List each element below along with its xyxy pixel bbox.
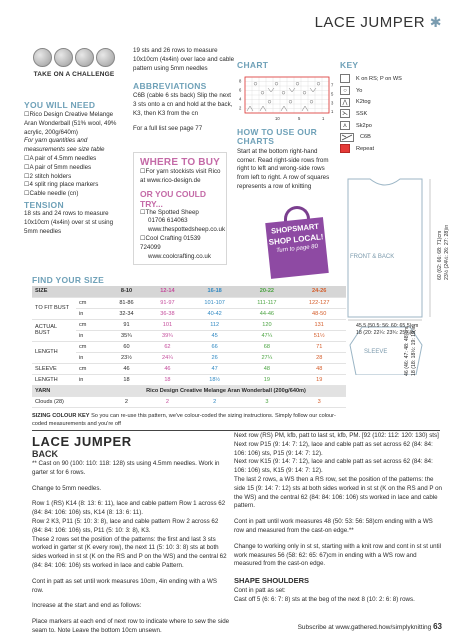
value-cell: 2 — [106, 396, 147, 407]
size-cell: 12-14 — [147, 286, 188, 297]
table-row — [32, 297, 346, 308]
pattern-paragraph: Row 2 K3, P11 (5: 10: 3: 8), lace and cable pattern Row 2 across 62 (84: 84: 106: 106) sts, P11 (5: 10: 3: 8), K3. — [32, 517, 219, 534]
colour-label: Clouds (28) — [32, 396, 106, 407]
ssk-icon: ⋋ — [342, 111, 348, 118]
value-cell: 18 — [106, 374, 147, 385]
table-row — [32, 308, 346, 319]
value-cell: 91 — [106, 319, 147, 330]
chart-grid — [238, 75, 336, 125]
how-to-use-charts — [237, 128, 337, 192]
pattern-paragraph: Cont in patt as set: — [234, 586, 286, 594]
value-cell: 24¼ — [147, 352, 188, 363]
pattern-paragraph: Next row (RS) PM, kfb, patt to last st, kfb, PM. [92 (102: 112: 120: 130) sts] — [234, 432, 439, 439]
shop-name: ☐Cool Crafting 01539 724099 — [140, 234, 201, 251]
material-item: ☐Rico Design Creative Melange Aran Wonderball (51% wool, 49% acrylic, 200g/640m) — [24, 111, 117, 136]
table-row — [32, 374, 346, 385]
value-cell: 47¼ — [241, 330, 292, 341]
value-cell: 112 — [188, 319, 241, 330]
shop-website: www.thespottedsheep.co.uk — [148, 226, 226, 234]
value-cell: 46 — [147, 363, 188, 374]
materials-heading: YOU WILL NEED — [24, 100, 96, 110]
yarn-over-icon: ○ — [340, 86, 350, 95]
key-heading: KEY — [340, 60, 359, 70]
value-cell: 81-86 — [106, 297, 147, 308]
size-cell: 20-22 — [241, 286, 292, 297]
key-label: Repeat — [356, 145, 375, 152]
value-cell: 2 — [147, 396, 188, 407]
asterisk-icon: ✱ — [429, 14, 442, 30]
key-label: K on RS; P on WS — [356, 75, 402, 82]
pattern-title: LACE JUMPER — [32, 434, 132, 449]
material-item: ☐4 split ring place markers — [24, 181, 99, 189]
page-footer — [298, 622, 442, 631]
value-cell: 18½ — [188, 374, 241, 385]
pattern-paragraph: Change to 5mm needles. — [32, 484, 102, 492]
key-label: Sk2po — [356, 122, 372, 129]
abbreviations-column — [133, 47, 235, 134]
sleeve-length-in: 18 (18: 18½: 19: 19)in — [411, 325, 418, 376]
where-to-buy-box — [133, 152, 227, 265]
key-item — [340, 143, 440, 155]
width-in: 18 (20: 22¼: 23¾: 25¾)in — [356, 330, 416, 337]
sleeve-length-cm: 46 (46: 47: 48: 48)cm — [404, 326, 410, 376]
pattern-paragraph: Row 1 (RS) K14 (8: 13: 6: 11), lace and cable pattern Row 1 across 62 (84: 84: 106: 106) sts, K14 (8: 13: 6: 11). — [32, 500, 226, 517]
size-cell: 16-18 — [188, 286, 241, 297]
colour-row — [32, 396, 346, 407]
value-cell: 40-42 — [188, 308, 241, 319]
value-cell: 44-46 — [241, 308, 292, 319]
unit-cell: in — [76, 330, 106, 341]
chart-row-label: 1 — [331, 109, 334, 114]
difficulty-badge — [24, 48, 124, 78]
key-item — [340, 96, 440, 108]
value-cell: 120 — [241, 319, 292, 330]
table-row — [32, 330, 346, 341]
repeat-icon — [340, 144, 350, 153]
sleeve-label: SLEEVE — [364, 349, 388, 355]
row-label: TO FIT BUST — [32, 297, 76, 319]
value-cell: 101-107 — [188, 297, 241, 308]
or-try-heading: OR YOU COULD TRY... — [140, 188, 206, 209]
title-text: LACE JUMPER — [314, 14, 426, 31]
value-cell: 122-127 — [292, 297, 346, 308]
chart-row-label: 3 — [331, 100, 334, 106]
table-row — [32, 352, 346, 363]
value-cell: 36-38 — [147, 308, 188, 319]
value-cell: 32-34 — [106, 308, 147, 319]
key-item — [340, 131, 440, 143]
shop-phone: 01706 614063 — [148, 217, 188, 225]
key-item — [340, 108, 440, 120]
chart-row-label: 7 — [331, 82, 334, 88]
tension-heading: TENSION — [24, 200, 64, 210]
unit-cell: in — [76, 374, 106, 385]
value-cell: 48 — [292, 363, 346, 374]
material-item: ☐A pair of 4.5mm needles — [24, 154, 97, 162]
full-list-note: For a full list see page 77 — [133, 124, 203, 132]
yarn-ball-icon — [96, 48, 115, 67]
pattern-left-column — [32, 460, 230, 640]
value-cell: 19 — [241, 374, 292, 385]
row-label: LENGTH — [32, 341, 76, 363]
value-cell: 26 — [188, 352, 241, 363]
value-cell: 39¾ — [147, 330, 188, 341]
value-cell: 23½ — [106, 352, 147, 363]
stitch-chart — [238, 75, 336, 125]
pattern-paragraph: These 2 rows set the position of the patterns: the first and last 3 sts worked in garter st (K every row), the next 11 (5: 10: 3: 8) sts at both sides worked in st st (K on the RS and P on the WS) and the central 62 (84: 84: 106: 106) sts worked in lace and cable Pattern. — [32, 535, 227, 569]
where-to-buy-heading: WHERE TO BUY — [140, 157, 220, 168]
value-cell: 68 — [241, 341, 292, 352]
sizing-colour-key — [32, 413, 344, 429]
pattern-paragraph: The last 2 rows, a WS then a RS row, set the position of the patterns: the side 15 (9: 14: 7: 12) sts at both sides worked in st st (K on the RS and P on the WS) and the central 62 (84: 84: 106: 106) sts worked in lace and cable pattern. — [234, 475, 442, 510]
material-note: For yarn quantities and measurements see size table — [24, 137, 105, 154]
yarn-ball-icon — [54, 48, 73, 67]
chart-col-label: 10 — [275, 116, 280, 121]
value-cell: 66 — [188, 341, 241, 352]
yarn-row — [32, 385, 346, 396]
value-cell: 46 — [106, 363, 147, 374]
table-row — [32, 319, 346, 330]
value-cell: 62 — [147, 341, 188, 352]
value-cell: 18 — [147, 374, 188, 385]
chart-row-label: 8 — [239, 78, 242, 84]
pattern-paragraph: Next row K15 (9: 14: 7: 12), lace and cable patt as set across 62 (84: 84: 106: 106) sts, K15 (9: 14: 7: 12). — [234, 458, 433, 475]
unit-cell: cm — [76, 341, 106, 352]
colour-key-text: So you can re-use this pattern, we've colour-coded the sizing instructions. Simply follow our colour-coded measurements and you're off — [32, 413, 336, 427]
subscribe-link[interactable]: Subscribe at www.gathered.how/simplyknitting — [297, 624, 432, 631]
page-title — [315, 14, 442, 31]
chart-row-label: 4 — [239, 96, 242, 102]
unit-cell: cm — [76, 297, 106, 308]
value-cell: 27¼ — [241, 352, 292, 363]
row-label: ACTUAL BUST — [32, 319, 76, 341]
chart-heading: CHART — [237, 60, 269, 70]
cable-icon — [340, 133, 354, 142]
value-cell: 45 — [188, 330, 241, 341]
unit-cell: in — [76, 308, 106, 319]
pattern-paragraph: Next row P15 (9: 14: 7: 12), lace and cable patt as set across 62 (84: 84: 106: 106) sts, P15 (9: 14: 7: 12). — [234, 440, 433, 457]
material-item: ☐2 stitch holders — [24, 172, 72, 180]
stockist-text: ☐For yarn stockists visit Rico at www.rico-design.de — [140, 168, 221, 184]
shop-local-text: SHOP LOCAL! — [268, 232, 324, 247]
unit-cell: in — [76, 352, 106, 363]
chart-row-label: 6 — [239, 87, 242, 93]
key-label: SSK — [356, 110, 368, 117]
value-cell: 48 — [241, 363, 292, 374]
shopping-bag-icon — [265, 217, 329, 279]
sleeve-length-measurement — [404, 325, 418, 376]
tension-text: 18 sts and 24 rows to measure 10x10cm (4x4in) over st st using 5mm needles — [24, 210, 114, 235]
value-cell: 60 — [106, 341, 147, 352]
pattern-paragraph: Change to working only in st st, starting with a knit row and cont in st st until work measures 56 (58: 62: 65: 67)cm in ending with a WS row and measured from the cast-on edge. — [234, 542, 442, 568]
shop-local-badge — [262, 206, 332, 278]
length-cm: 60 (62: 66: 68: 71)cm — [437, 230, 443, 280]
abbreviations-heading: ABBREVIATIONS — [133, 81, 207, 92]
value-cell: 47 — [188, 363, 241, 374]
garment-schematic — [330, 175, 452, 375]
width-measurement — [356, 323, 442, 337]
table-row — [32, 363, 346, 374]
width-cm: 45.5 (50.5: 56: 60: 65.5)cm — [356, 323, 419, 329]
pattern-paragraph: Place markers at each end of next row to indicate where to sew the side seam to. Note Leave the bottom 10cm unsewn. — [32, 618, 230, 634]
row-label: SLEEVE — [32, 363, 76, 374]
shop-smart-text: SHOPSMART — [270, 221, 320, 236]
materials-section — [24, 100, 126, 199]
yarn-value: Rico Design Creative Melange Aran Wonderball (200g/640m) — [106, 385, 346, 396]
size-cell: 24-26 — [292, 286, 346, 297]
shape-shoulders-heading: SHAPE SHOULDERS — [234, 576, 310, 586]
key-item — [340, 73, 440, 85]
pattern-paragraph: Increase at the start and end as follows: — [32, 602, 142, 610]
pattern-paragraph: ** Cast on 90 (100: 110: 118: 128) sts using 4.5mm needles. Work in garter st for 6 rows. — [32, 460, 220, 476]
value-cell: 28 — [292, 352, 346, 363]
abbreviation-text: C6B (cable 6 sts back) Slip the next 3 sts onto a cn and hold at the back, K3, then K3 from the cn — [133, 92, 233, 117]
chart-col-label: 5 — [298, 116, 301, 121]
section-divider — [32, 430, 440, 431]
size-table — [32, 286, 346, 408]
value-cell: 3 — [241, 396, 292, 407]
howto-text: Start at the bottom right-hand corner. Read right-side rows from right to left and wrong-side rows from left to right. A row of squares represents a row of knitting — [237, 147, 330, 191]
length-measurement — [437, 225, 451, 280]
chart-row-label: 5 — [331, 91, 334, 97]
yarn-ball-icons — [24, 48, 124, 67]
size-header-row — [32, 286, 346, 297]
key-legend — [340, 73, 440, 155]
pattern-paragraph: Cont in patt until work measures 48 (50: 53: 56: 58)cm ending with a WS row and measured from the cast-on edge.** — [234, 518, 433, 534]
front-back-label: FRONT & BACK — [350, 254, 395, 260]
key-item — [340, 85, 440, 97]
k2tog-icon: ⋀ — [340, 98, 350, 107]
sk2po-icon: ⋏ — [340, 121, 350, 130]
find-size-heading: FIND YOUR SIZE — [32, 275, 105, 285]
key-label: K2tog — [356, 99, 371, 106]
tension-continued: 19 sts and 26 rows to measure 10x10cm (4x4in) over lace and cable pattern using 5mm needles — [133, 47, 235, 72]
unit-cell: cm — [76, 363, 106, 374]
value-cell: 19 — [292, 374, 346, 385]
row-label: LENGTH — [32, 374, 76, 385]
unit-cell: cm — [76, 319, 106, 330]
value-cell: 131 — [292, 319, 346, 330]
pattern-paragraph: Cont in patt as set until work measures 10cm, 4in ending with a WS row. — [32, 577, 218, 594]
size-header: SIZE — [32, 286, 106, 297]
pattern-paragraph: Cast off 5 (6: 6: 7: 8) sts at the beg of the next 8 (10: 2: 6: 8) rows. — [234, 595, 415, 603]
yarn-ball-icon — [75, 48, 94, 67]
value-cell: 71 — [292, 341, 346, 352]
howto-heading: HOW TO USE OUR CHARTS — [237, 127, 318, 146]
back-heading: BACK — [32, 449, 58, 459]
yarn-label: YARN — [32, 385, 106, 396]
chart-row-label: 2 — [239, 105, 242, 111]
value-cell: 35¾ — [106, 330, 147, 341]
key-item — [340, 120, 440, 132]
key-label: Yo — [356, 87, 363, 94]
size-cell: 8-10 — [106, 286, 147, 297]
colour-key-title: SIZING COLOUR KEY — [32, 413, 90, 419]
value-cell: 2 — [188, 396, 241, 407]
value-cell: 51½ — [292, 330, 346, 341]
value-cell: 91-97 — [147, 297, 188, 308]
turn-to-page-text: Turn to page 80 — [275, 244, 319, 255]
value-cell: 111-117 — [241, 297, 292, 308]
key-label: C6B — [360, 134, 371, 141]
material-item: ☐A pair of 5mm needles — [24, 163, 92, 171]
length-in: 23½ (24½: 26: 27: 28)in — [444, 224, 451, 280]
material-item: ☐Cable needle (cn) — [24, 190, 79, 198]
chart-col-label: 1 — [322, 116, 325, 121]
tension-section — [24, 200, 126, 236]
value-cell: 3 — [292, 396, 346, 407]
value-cell: 48-50 — [292, 308, 346, 319]
value-cell: 101 — [147, 319, 188, 330]
difficulty-label: TAKE ON A CHALLENGE — [33, 71, 115, 78]
table-row — [32, 341, 346, 352]
page-number: 63 — [433, 622, 442, 631]
shop-name: ☐The Spotted Sheep — [140, 208, 199, 216]
shop-website: www.coolcrafting.co.uk — [148, 252, 211, 260]
pattern-right-column — [234, 432, 444, 604]
yarn-ball-icon — [33, 48, 52, 67]
knit-stitch-icon — [340, 74, 350, 83]
